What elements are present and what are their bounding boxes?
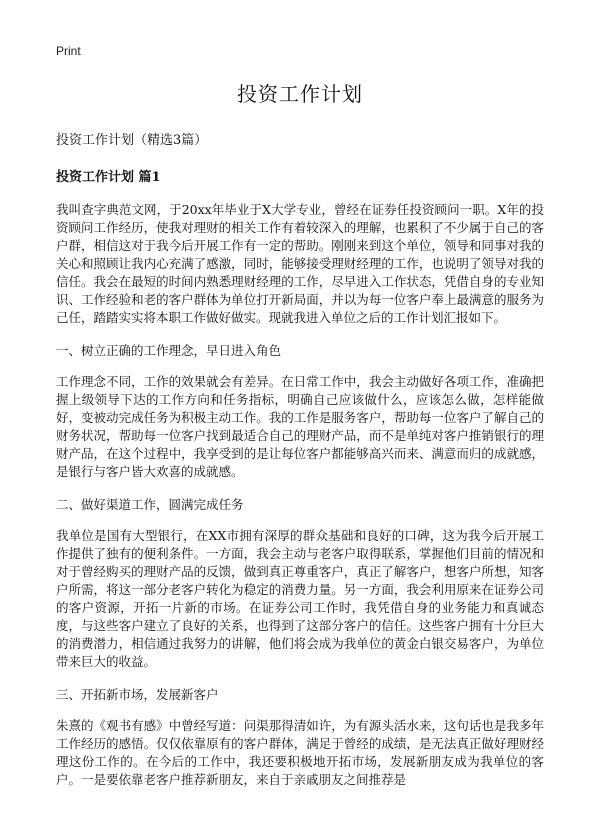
section-title: 投资工作计划 篇1 xyxy=(56,170,161,185)
paragraph-2: 我单位是国有大型银行，在XX市拥有深厚的群众基础和良好的口碑，这为我今后开展工作提供了独有的便利条件。一方面，我会主动与老客户取得联系，掌握他们目前的情况和对于曾经购买的理财产品的反馈，做到真正尊重客户，真正了解客户，想客户所想，知客户所需，将这一部分老客户转化为稳定的消费力量。另一方面，我会利用原来在证券公司的客户资源，开拓一片新的市场。在证券公司工作时，我凭借自身的业务能力和真诚态度，与这些客户建立了良好的关系，也得到了这部分客户的信任。这些客户拥有十分巨大的消费潜力，相信通过我努力的讲解，他们将会成为我单位的黄金白银交易客户，为单位带来巨大的收益。 xyxy=(56,528,544,669)
document-title: 投资工作计划 xyxy=(237,82,363,106)
document-subtitle: 投资工作计划（精选3篇） xyxy=(56,133,208,148)
paragraph-intro: 我叫查字典范文网，于20xx年毕业于X大学专业，曾经在证券任投资顾问一职。X年的投资顾问工作经历，使我对理财的相关工作有着较深入的理解，也累积了不少属于自己的客户群，相信这对于我今后开展工作有一定的帮助。刚刚来到这个单位，领导和同事对我的关心和照顾让我内心充满了感激，同时，能够接受理财经理的工作，也说明了领导对我的信任。我会在最短的时间内熟悉理财经理的工作，尽早进入工作状态，凭借自身的专业知识、工作经验和老的客户群体为单位打开新局面，并以为每一位客户奉上最满意的服务为己任，踏踏实实将本职工作做好做实。现就我进入单位之后的工作计划汇报如下。 xyxy=(56,202,544,325)
heading-2: 二、做好渠道工作，圆满完成任务 xyxy=(56,497,244,512)
heading-3: 三、开拓新市场，发展新客户 xyxy=(56,687,219,702)
heading-1: 一、树立正确的工作理念，早日进入角色 xyxy=(56,343,282,358)
paragraph-1: 工作理念不同，工作的效果就会有差异。在日常工作中，我会主动做好各项工作，准确把握上级领导下达的工作方向和任务指标，明确自己应该做什么，应该怎么做，怎样能做好，变被动完成任务为积极主动工作。我的工作是服务客户，帮助每一位客户了解自己的财务状况，帮助每一位客户找到最适合自己的理财产品，而不是单纯对客户推销银行的理财产品，在这个过程中，我享受到的是让每位客户都能够高兴而来、满意而归的成就感，是银行与客户皆大欢喜的成就感。 xyxy=(56,374,544,479)
paragraph-3: 朱熹的《观书有感》中曾经写道：问渠那得清如许，为有源头活水来，这句话也是我多年工作经历的感悟。仅仅依靠原有的客户群体，满足于曾经的成绩，是无法真正做好理财经理这份工作的。在今后的工作中，我还要积极地开拓市场，发展新朋友成为我单位的客户。一是要依靠老客户推荐新朋友，来自于亲戚朋友之间推荐是 xyxy=(56,718,544,787)
print-label[interactable]: Print xyxy=(56,44,81,58)
